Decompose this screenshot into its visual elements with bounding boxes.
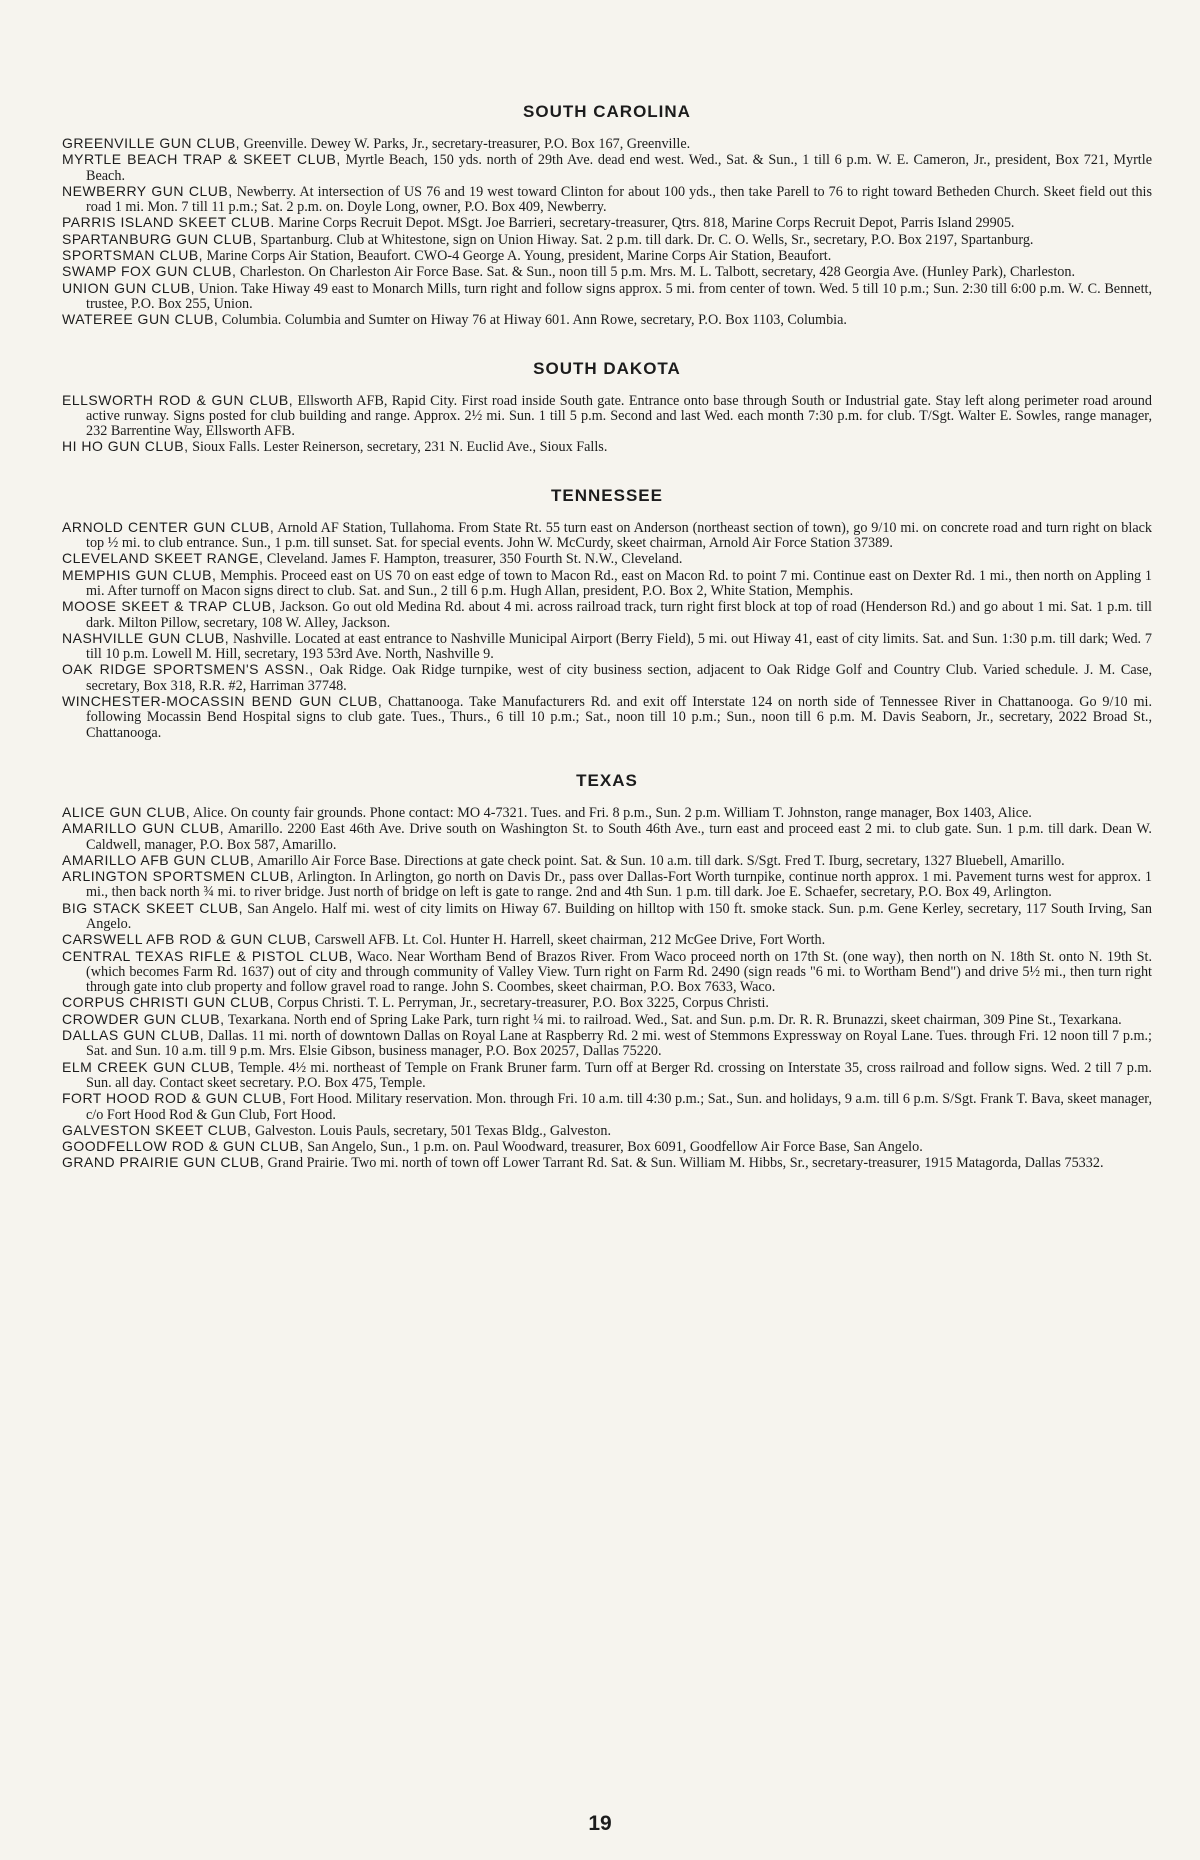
club-entry <box>62 393 1152 440</box>
club-name: ARLINGTON SPORTSMEN CLUB, <box>62 868 295 885</box>
club-entry <box>62 694 1152 741</box>
club-entry <box>62 599 1152 631</box>
club-name: SPORTSMAN CLUB, <box>62 247 204 264</box>
club-name: AMARILLO AFB GUN CLUB, <box>62 851 255 868</box>
club-name: CROWDER GUN CLUB, <box>62 1010 225 1027</box>
club-entry <box>62 1155 1152 1171</box>
state-sections <box>62 102 1152 1172</box>
club-entry <box>62 152 1152 184</box>
club-name: CARSWELL AFB ROD & GUN CLUB, <box>62 931 312 948</box>
club-details: Marine Corps Air Station, Beaufort. CWO-4 George A. Young, president, Marine Corps Air Station, Beaufort. <box>203 248 832 265</box>
club-details: Union. Take Hiway 49 east to Monarch Mills, turn right and follow signs approx. 5 mi. from center of town. Wed. 5 till 10 p.m.; Sun. 2:30 till 6:00 p.m. W. C. Bennett, trustee, P.O. Box 255, Union. <box>86 280 1152 312</box>
club-name: FORT HOOD ROD & GUN CLUB, <box>62 1090 287 1107</box>
club-details: San Angelo. Half mi. west of city limits on Hiway 67. Building on hilltop with 150 ft. smoke stack. Sun. p.m. Gene Kerley, secretary, 117 South Irving, San Angelo. <box>86 900 1152 932</box>
club-entry <box>62 184 1152 216</box>
club-details: Galveston. Louis Pauls, secretary, 501 Texas Bldg., Galveston. <box>251 1122 611 1139</box>
club-name: PARRIS ISLAND SKEET CLUB. <box>62 214 275 231</box>
club-details: Columbia. Columbia and Sumter on Hiway 76 at Hiway 601. Ann Rowe, secretary, P.O. Box 1103, Columbia. <box>218 312 847 329</box>
club-details: Greenville. Dewey W. Parks, Jr., secretary-treasurer, P.O. Box 167, Greenville. <box>240 136 691 152</box>
club-name: MOOSE SKEET & TRAP CLUB, <box>62 598 277 615</box>
club-details: Arlington. In Arlington, go north on Davis Dr., pass over Dallas-Fort Worth turnpike, continue north approx. 1 mi. Pavement turns west for approx. 1 mi., then back north ¾ mi. to river bridge. Just north of bridge on left is gate to range. 2nd and 4th Sun. 1 p.m. till dark. Joe E. Schaefer, secretary, P.O. Box 49, Arlington. <box>86 869 1152 901</box>
club-entry <box>62 869 1152 901</box>
club-name: SWAMP FOX GUN CLUB, <box>62 263 237 280</box>
club-name: HI HO GUN CLUB, <box>62 438 189 455</box>
club-name: UNION GUN CLUB, <box>62 279 196 296</box>
club-details: Myrtle Beach, 150 yds. north of 29th Ave. dead end west. Wed., Sat. & Sun., 1 till 6 p.m. W. E. Cameron, Jr., president, Box 721, Myrtle Beach. <box>86 152 1152 184</box>
state-section <box>62 359 1152 456</box>
club-name: ELM CREEK GUN CLUB, <box>62 1058 235 1075</box>
club-entry <box>62 853 1152 869</box>
club-name: NASHVILLE GUN CLUB, <box>62 629 230 646</box>
club-name: CLEVELAND SKEET RANGE, <box>62 550 264 567</box>
club-name: MEMPHIS GUN CLUB, <box>62 566 217 583</box>
club-entry <box>62 520 1152 552</box>
club-name: ALICE GUN CLUB, <box>62 803 191 820</box>
club-details: Dallas. 11 mi. north of downtown Dallas on Royal Lane at Raspberry Rd. 2 mi. west of Stemmons Expressway on Royal Lane. Tues. through Fri. 12 noon till 7 p.m.; Sat. and Sun. 10 a.m. till 9 p.m. Mrs. Elsie Gibson, business manager, P.O. Box 20257, Dallas 75220. <box>86 1028 1152 1060</box>
club-name: CENTRAL TEXAS RIFLE & PISTOL CLUB, <box>62 947 353 964</box>
club-entry <box>62 995 1152 1011</box>
club-entry <box>62 805 1152 821</box>
club-name: ELLSWORTH ROD & GUN CLUB, <box>62 391 294 408</box>
club-details: Chattanooga. Take Manufacturers Rd. and exit off Interstate 124 on north side of Tennessee River in Chattanooga. Go 9/10 mi. following Mocassin Bend Hospital signs to club gate. Tues., Thurs., 6 till 10 p.m.; Sat., noon till 10 p.m.; Sun., noon till 6 p.m. M. Davis Seaborn, Jr., secretary, 2022 Broad St., Chattanooga. <box>86 694 1152 741</box>
club-details: Sioux Falls. Lester Reinerson, secretary, 231 N. Euclid Ave., Sioux Falls. <box>188 439 608 456</box>
club-details: Charleston. On Charleston Air Force Base. Sat. & Sun., noon till 5 p.m. Mrs. M. L. Talbott, secretary, 428 Georgia Ave. (Hunley Park), Charleston. <box>236 264 1075 281</box>
club-name: GALVESTON SKEET CLUB, <box>62 1121 252 1138</box>
club-name: MYRTLE BEACH TRAP & SKEET CLUB, <box>62 151 341 168</box>
club-entry <box>62 136 1152 152</box>
state-heading: SOUTH CAROLINA <box>523 102 691 121</box>
club-details: Alice. On county fair grounds. Phone contact: MO 4-7321. Tues. and Fri. 8 p.m., Sun. 2 p.m. William T. Johnston, range manager, Box 1403, Alice. <box>190 804 1032 821</box>
club-entry <box>62 1060 1152 1092</box>
club-name: GREENVILLE GUN CLUB, <box>62 135 241 151</box>
club-name: AMARILLO GUN CLUB, <box>62 820 225 837</box>
club-details: Temple. 4½ mi. northeast of Temple on Frank Bruner farm. Turn off at Berger Rd. crossing on Interstate 35, cross railroad and follow signs. Wed. 2 till 7 p.m. Sun. all day. Contact skeet secretary. P.O. Box 475, Temple. <box>86 1059 1152 1091</box>
club-details: Amarillo Air Force Base. Directions at gate check point. Sat. & Sun. 10 a.m. till dark. S/Sgt. Fred T. Iburg, secretary, 1327 Bluebell, Amarillo. <box>254 852 1065 869</box>
club-entry <box>62 1139 1152 1155</box>
club-name: CORPUS CHRISTI GUN CLUB, <box>62 994 274 1011</box>
club-name: WINCHESTER-MOCASSIN BEND GUN CLUB, <box>62 693 383 710</box>
club-entry <box>62 1012 1152 1028</box>
club-entry <box>62 1028 1152 1060</box>
state-heading: TENNESSEE <box>551 485 663 505</box>
state-section <box>62 486 1152 741</box>
club-details: Jackson. Go out old Medina Rd. about 4 mi. across railroad track, turn right first block at top of road (Henderson Rd.) and go about 1 mi. Sat. 1 p.m. till dark. Milton Pillow, secretary, 108 W. Alley, Jackson. <box>86 599 1152 631</box>
club-details: Grand Prairie. Two mi. north of town off Lower Tarrant Rd. Sat. & Sun. William M. Hibbs, Sr., secretary-treasurer, 1915 Matagorda, Dallas 75332. <box>264 1155 1104 1172</box>
club-details: Ellsworth AFB, Rapid City. First road inside South gate. Entrance onto base through South or Industrial gate. Stay left along perimeter road around active runway. Signs posted for club building and range. Approx. 2½ mi. Sun. 1 till 5 p.m. Second and last Wed. each month 7:30 p.m. for club. T/Sgt. Walter E. Sowles, range manager, 232 Barrentine Way, Ellsworth AFB. <box>86 392 1152 440</box>
club-name: NEWBERRY GUN CLUB, <box>62 182 233 199</box>
state-section <box>62 771 1152 1172</box>
club-name: DALLAS GUN CLUB, <box>62 1027 205 1044</box>
club-name: BIG STACK SKEET CLUB, <box>62 899 243 916</box>
club-details: San Angelo, Sun., 1 p.m. on. Paul Woodward, treasurer, Box 6091, Goodfellow Air Force Base, San Angelo. <box>303 1139 923 1156</box>
club-details: Arnold AF Station, Tullahoma. From State Rt. 55 turn east on Anderson (northeast section of town), go 9/10 mi. on concrete road and turn right on black top ½ mi. to club entrance. Sun., 1 p.m. till sunset. Sat. for special events. John W. McCurdy, skeet chairman, Arnold Air Force Station 37389. <box>86 519 1153 552</box>
club-details: Texarkana. North end of Spring Lake Park, turn right ¼ mi. to railroad. Wed., Sat. and Sun. p.m. Dr. R. R. Brunazzi, skeet chairman, 309 Pine St., Texarkana. <box>224 1011 1122 1028</box>
club-entry <box>62 264 1152 280</box>
club-entry <box>62 551 1152 567</box>
club-entry <box>62 312 1152 328</box>
club-name: OAK RIDGE SPORTSMEN'S ASSN., <box>62 661 314 678</box>
club-details: Oak Ridge. Oak Ridge turnpike, west of city business section, adjacent to Oak Ridge Golf and Country Club. Varied schedule. J. M. Case, secretary, Box 318, R.R. #2, Harriman 37748. <box>86 662 1153 694</box>
club-details: Fort Hood. Military reservation. Mon. through Fri. 10 a.m. till 4:30 p.m.; Sat., Sun. and holidays, 9 a.m. till 6 p.m. S/Sgt. Frank T. Bava, skeet manager, c/o Fort Hood Rod & Gun Club, Fort Hood. <box>86 1091 1152 1123</box>
club-name: GRAND PRAIRIE GUN CLUB, <box>62 1154 265 1171</box>
club-details: Memphis. Proceed east on US 70 on east edge of town to Macon Rd., east on Macon Rd. to point 7 mi. Continue east on Dexter Rd. 1 mi., then north on Appling 1 mi. After turnoff on Macon signs direct to club. Sat. and Sun., 2 till 6 p.m. Hugh Allan, president, P.O. Box 2, White Station, Memphis. <box>86 567 1152 599</box>
club-entry <box>62 215 1152 231</box>
state-section <box>62 102 1152 329</box>
club-entry <box>62 439 1152 455</box>
club-entry <box>62 1123 1152 1139</box>
club-entry <box>62 821 1152 853</box>
club-details: Cleveland. James F. Hampton, treasurer, 350 Fourth St. N.W., Cleveland. <box>263 551 683 568</box>
club-name: ARNOLD CENTER GUN CLUB, <box>62 518 275 535</box>
club-entry <box>62 662 1152 694</box>
club-name: GOODFELLOW ROD & GUN CLUB, <box>62 1138 304 1155</box>
club-details: Spartanburg. Club at Whitestone, sign on Union Hiway. Sat. 2 p.m. till dark. Dr. C. O. Wells, Sr., secretary, P.O. Box 2197, Spartanburg. <box>256 231 1034 248</box>
club-details: Newberry. At intersection of US 76 and 19 west toward Clinton for about 100 yds., then take Parell to 76 to right toward Betheden Church. Skeet field out this road 1 mi. Mon. 7 till 11 p.m.; Sat. 2 p.m. on. Doyle Long, owner, P.O. Box 409, Newberry. <box>86 183 1152 216</box>
club-entry <box>62 901 1152 933</box>
club-entry <box>62 631 1152 663</box>
club-details: Marine Corps Recruit Depot. MSgt. Joe Barrieri, secretary-treasurer, Qtrs. 818, Marine Corps Recruit Depot, Parris Island 29905. <box>274 215 1015 232</box>
club-entry <box>62 932 1152 948</box>
page-number: 19 <box>588 1812 612 1835</box>
club-entry <box>62 232 1152 248</box>
club-entry <box>62 949 1152 996</box>
club-entry <box>62 248 1152 264</box>
club-details: Amarillo. 2200 East 46th Ave. Drive south on Washington St. to South 46th Ave., turn east and proceed east 2 mi. to club gate. Sun. 1 p.m. till dark. Dean W. Caldwell, manager, P.O. Box 587, Amarillo. <box>86 821 1152 853</box>
club-details: Carswell AFB. Lt. Col. Hunter H. Harrell, skeet chairman, 212 McGee Drive, Fort Worth. <box>311 932 826 949</box>
club-name: SPARTANBURG GUN CLUB, <box>62 230 257 247</box>
club-details: Nashville. Located at east entrance to Nashville Municipal Airport (Berry Field), 5 mi. out Hiway 41, east of city limits. Sat. and Sun. 1:30 p.m. till dark; Wed. 7 till 10 p.m. Lowell M. Hill, secretary, 193 53rd Ave. North, Nashville 9. <box>86 630 1152 663</box>
club-details: Waco. Near Wortham Bend of Brazos River. From Waco proceed north on 17th St. (one way), then north on N. 18th St. onto N. 19th St. (which becomes Farm Rd. 1637) out of city and through community of Valley View. Turn right on Farm Rd. 2490 (sign reads "6 mi. to Wortham Bend") and drive 5½ mi., then turn right through gate into club property and follow gravel road to range. John S. Coombes, skeet chairman, P.O. Box 7633, Waco. <box>86 948 1152 996</box>
state-heading: SOUTH DAKOTA <box>533 358 681 378</box>
state-heading: TEXAS <box>576 770 638 790</box>
club-entry <box>62 1091 1152 1123</box>
club-details: Corpus Christi. T. L. Perryman, Jr., secretary-treasurer, P.O. Box 3225, Corpus Christi. <box>273 995 769 1012</box>
club-entry <box>62 568 1152 600</box>
club-entry <box>62 281 1152 313</box>
club-name: WATEREE GUN CLUB, <box>62 311 219 328</box>
